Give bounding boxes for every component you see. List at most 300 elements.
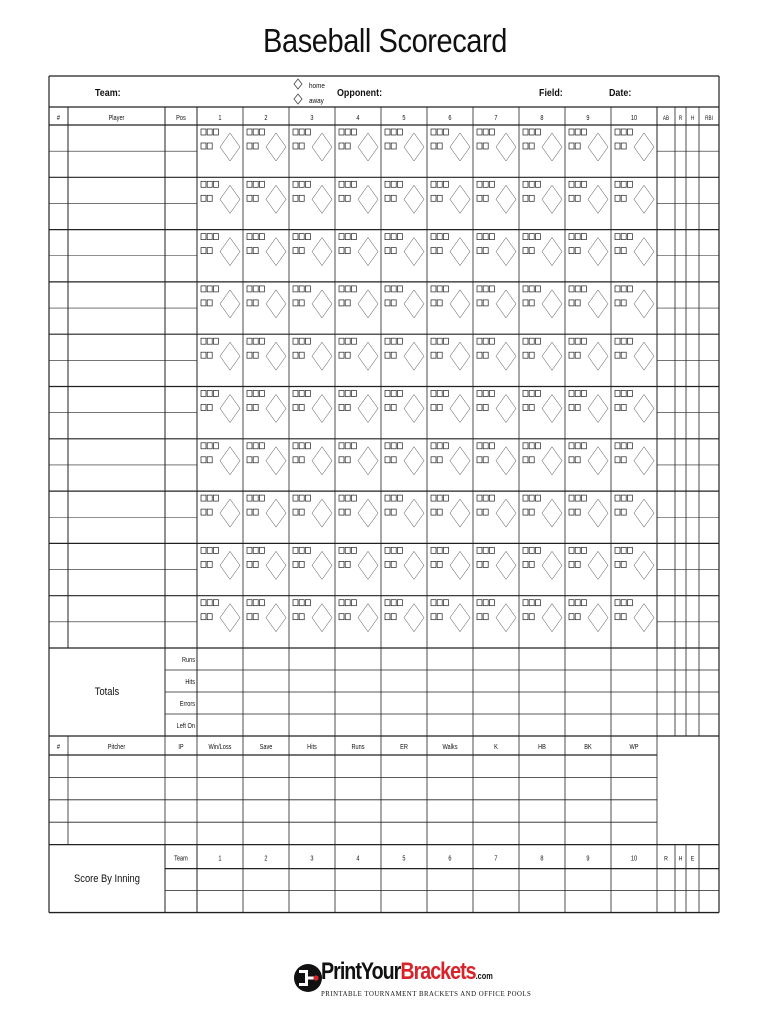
count-box <box>339 495 344 501</box>
count-box <box>339 234 344 240</box>
count-box <box>615 300 620 306</box>
count-box <box>339 352 344 358</box>
count-box <box>293 181 298 187</box>
count-box <box>627 234 632 240</box>
count-box <box>201 300 206 306</box>
base-diamond-icon <box>588 290 608 318</box>
count-box <box>345 195 350 201</box>
count-box <box>575 443 580 449</box>
count-box <box>621 338 626 344</box>
count-box <box>443 338 448 344</box>
count-box <box>207 181 212 187</box>
count-box <box>437 338 442 344</box>
logo-name-part2: Brackets <box>400 958 476 985</box>
base-diamond-icon <box>496 395 516 423</box>
base-diamond-icon <box>220 447 240 475</box>
home-diamond-icon <box>294 79 302 89</box>
count-box <box>621 443 626 449</box>
count-box <box>351 600 356 606</box>
count-box <box>207 234 212 240</box>
count-box <box>615 248 620 254</box>
base-diamond-icon <box>220 238 240 266</box>
count-box <box>529 129 534 135</box>
count-box <box>293 561 298 567</box>
date-label: Date: <box>609 87 632 100</box>
count-box <box>437 547 442 553</box>
count-box <box>437 143 442 149</box>
base-diamond-icon <box>634 290 654 318</box>
count-box <box>345 509 350 515</box>
count-box <box>523 547 528 553</box>
count-box <box>443 234 448 240</box>
count-box <box>305 547 310 553</box>
count-box <box>293 600 298 606</box>
count-box <box>201 129 206 135</box>
count-box <box>247 300 252 306</box>
count-box <box>477 443 482 449</box>
count-box <box>477 352 482 358</box>
count-box <box>437 248 442 254</box>
base-diamond-icon <box>496 447 516 475</box>
count-box <box>575 338 580 344</box>
count-box <box>247 143 252 149</box>
count-box <box>615 561 620 567</box>
count-box <box>569 443 574 449</box>
count-box <box>575 561 580 567</box>
count-box <box>575 600 580 606</box>
count-box <box>575 300 580 306</box>
count-box <box>385 234 390 240</box>
count-box <box>351 286 356 292</box>
count-box <box>345 286 350 292</box>
base-diamond-icon <box>496 290 516 318</box>
count-box <box>431 614 436 620</box>
count-box <box>351 234 356 240</box>
count-box <box>569 457 574 463</box>
count-box <box>569 509 574 515</box>
count-box <box>339 286 344 292</box>
score-inning-header-10: 10 <box>630 855 638 863</box>
pitching-col-er: ER <box>400 743 408 752</box>
count-box <box>207 405 212 411</box>
count-box <box>247 547 252 553</box>
printyourbrackets-logo <box>293 958 532 1004</box>
count-box <box>253 195 258 201</box>
count-box <box>259 286 264 292</box>
base-diamond-icon <box>496 342 516 370</box>
base-diamond-icon <box>266 447 286 475</box>
count-box <box>529 286 534 292</box>
count-box <box>437 561 442 567</box>
base-diamond-icon <box>358 290 378 318</box>
count-box <box>621 248 626 254</box>
base-diamond-icon <box>312 499 332 527</box>
number-header: # <box>56 114 61 123</box>
count-box <box>437 181 442 187</box>
count-box <box>615 338 620 344</box>
count-box <box>621 352 626 358</box>
count-box <box>385 509 390 515</box>
base-diamond-icon <box>450 499 470 527</box>
base-diamond-icon <box>450 551 470 579</box>
base-diamond-icon <box>542 342 562 370</box>
count-box <box>253 495 258 501</box>
count-box <box>293 286 298 292</box>
count-box <box>615 614 620 620</box>
count-box <box>489 443 494 449</box>
count-box <box>293 143 298 149</box>
inning-header-2: 2 <box>264 114 268 123</box>
count-box <box>431 143 436 149</box>
count-box <box>569 234 574 240</box>
count-box <box>385 181 390 187</box>
count-box <box>299 143 304 149</box>
count-box <box>385 352 390 358</box>
score-by-inning-label: Score By Inning <box>74 873 140 886</box>
count-box <box>535 391 540 397</box>
count-box <box>529 509 534 515</box>
base-diamond-icon <box>634 499 654 527</box>
count-box <box>437 443 442 449</box>
inning-header-9: 9 <box>586 114 590 123</box>
pitching-col-ip: IP <box>178 743 184 752</box>
base-diamond-icon <box>358 238 378 266</box>
count-box <box>299 443 304 449</box>
count-box <box>247 457 252 463</box>
count-box <box>385 457 390 463</box>
count-box <box>207 614 212 620</box>
count-box <box>529 391 534 397</box>
count-box <box>201 457 206 463</box>
count-box <box>345 443 350 449</box>
count-box <box>581 338 586 344</box>
base-diamond-icon <box>358 395 378 423</box>
base-diamond-icon <box>496 133 516 161</box>
count-box <box>523 338 528 344</box>
base-diamond-icon <box>220 185 240 213</box>
count-box <box>207 300 212 306</box>
base-diamond-icon <box>266 342 286 370</box>
count-box <box>483 561 488 567</box>
base-diamond-icon <box>450 447 470 475</box>
count-box <box>615 234 620 240</box>
count-box <box>253 547 258 553</box>
count-box <box>305 600 310 606</box>
count-box <box>299 300 304 306</box>
count-box <box>207 509 212 515</box>
base-diamond-icon <box>404 395 424 423</box>
base-diamond-icon <box>358 185 378 213</box>
inning-header-1: 1 <box>218 114 222 123</box>
base-diamond-icon <box>404 447 424 475</box>
count-box <box>385 443 390 449</box>
count-box <box>523 286 528 292</box>
count-box <box>575 286 580 292</box>
base-diamond-icon <box>266 499 286 527</box>
count-box <box>299 405 304 411</box>
count-box <box>391 129 396 135</box>
count-box <box>535 286 540 292</box>
count-box <box>431 600 436 606</box>
count-box <box>253 300 258 306</box>
count-box <box>207 547 212 553</box>
pitching-col-hb: HB <box>538 743 546 752</box>
base-diamond-icon <box>542 290 562 318</box>
page-title: Baseball Scorecard <box>263 22 507 59</box>
count-box <box>391 457 396 463</box>
count-box <box>523 181 528 187</box>
count-box <box>385 547 390 553</box>
count-box <box>575 509 580 515</box>
count-box <box>569 181 574 187</box>
count-box <box>345 457 350 463</box>
count-box <box>293 248 298 254</box>
count-box <box>575 405 580 411</box>
count-box <box>483 352 488 358</box>
base-diamond-icon <box>404 290 424 318</box>
base-diamond-icon <box>450 133 470 161</box>
count-box <box>431 509 436 515</box>
logo-suffix: .com <box>475 971 493 981</box>
count-box <box>477 248 482 254</box>
count-box <box>477 457 482 463</box>
count-box <box>431 338 436 344</box>
count-box <box>615 509 620 515</box>
count-box <box>247 509 252 515</box>
count-box <box>397 547 402 553</box>
count-box <box>477 300 482 306</box>
count-box <box>247 405 252 411</box>
score-header-e: E <box>690 856 695 863</box>
count-box <box>483 129 488 135</box>
count-box <box>431 405 436 411</box>
count-box <box>391 561 396 567</box>
count-box <box>345 300 350 306</box>
score-inning-header-3: 3 <box>310 855 314 863</box>
count-box <box>247 181 252 187</box>
count-box <box>207 561 212 567</box>
count-box <box>253 248 258 254</box>
count-box <box>615 352 620 358</box>
count-box <box>207 391 212 397</box>
count-box <box>437 457 442 463</box>
count-box <box>385 129 390 135</box>
count-box <box>569 129 574 135</box>
count-box <box>293 234 298 240</box>
inning-header-5: 5 <box>402 114 406 123</box>
score-inning-header-4: 4 <box>356 855 360 863</box>
count-box <box>345 600 350 606</box>
count-box <box>299 181 304 187</box>
count-box <box>247 352 252 358</box>
count-box <box>299 129 304 135</box>
logo-name-part1: PrintYour <box>321 958 401 985</box>
count-box <box>581 600 586 606</box>
count-box <box>299 286 304 292</box>
count-box <box>627 391 632 397</box>
count-box <box>581 181 586 187</box>
count-box <box>615 405 620 411</box>
count-box <box>207 495 212 501</box>
count-box <box>477 547 482 553</box>
count-box <box>345 391 350 397</box>
count-box <box>385 286 390 292</box>
base-diamond-icon <box>588 238 608 266</box>
count-box <box>621 495 626 501</box>
count-box <box>615 547 620 553</box>
base-diamond-icon <box>542 499 562 527</box>
count-box <box>351 181 356 187</box>
count-box <box>305 495 310 501</box>
count-box <box>431 300 436 306</box>
count-box <box>391 195 396 201</box>
count-box <box>489 286 494 292</box>
count-box <box>489 600 494 606</box>
count-box <box>391 614 396 620</box>
pitching-col-wp: WP <box>629 743 639 752</box>
totals-row-left-on: Left On <box>176 722 195 731</box>
totals-label: Totals <box>94 686 120 699</box>
count-box <box>621 405 626 411</box>
count-box <box>201 495 206 501</box>
count-box <box>581 495 586 501</box>
count-box <box>213 495 218 501</box>
base-diamond-icon <box>450 290 470 318</box>
score-header-h: H <box>678 856 683 863</box>
count-box <box>569 300 574 306</box>
count-box <box>575 143 580 149</box>
count-box <box>253 443 258 449</box>
inning-header-6: 6 <box>448 114 452 123</box>
count-box <box>489 547 494 553</box>
count-box <box>437 391 442 397</box>
count-box <box>621 300 626 306</box>
count-box <box>575 352 580 358</box>
count-box <box>569 338 574 344</box>
count-box <box>569 495 574 501</box>
count-box <box>627 547 632 553</box>
base-diamond-icon <box>220 604 240 632</box>
count-box <box>615 129 620 135</box>
base-diamond-icon <box>450 342 470 370</box>
count-box <box>293 614 298 620</box>
count-box <box>213 338 218 344</box>
count-box <box>529 561 534 567</box>
pos-header: Pos <box>176 114 186 123</box>
count-box <box>621 614 626 620</box>
count-box <box>339 300 344 306</box>
count-box <box>569 286 574 292</box>
count-box <box>253 181 258 187</box>
pitching-col-bk: BK <box>584 743 592 752</box>
count-box <box>305 129 310 135</box>
count-box <box>345 234 350 240</box>
count-box <box>293 509 298 515</box>
base-diamond-icon <box>312 238 332 266</box>
count-box <box>575 495 580 501</box>
count-box <box>385 338 390 344</box>
base-diamond-icon <box>312 447 332 475</box>
count-box <box>575 248 580 254</box>
field-label: Field: <box>539 87 563 100</box>
base-diamond-icon <box>312 342 332 370</box>
pitching-col-hits: Hits <box>307 743 317 752</box>
stat-header-h: H <box>690 115 695 123</box>
count-box <box>483 443 488 449</box>
count-box <box>529 248 534 254</box>
count-box <box>523 495 528 501</box>
count-box <box>247 561 252 567</box>
base-diamond-icon <box>266 290 286 318</box>
stat-header-r: R <box>678 115 683 123</box>
count-box <box>253 509 258 515</box>
count-box <box>431 457 436 463</box>
count-box <box>339 391 344 397</box>
count-box <box>443 391 448 397</box>
count-box <box>345 547 350 553</box>
count-box <box>535 234 540 240</box>
count-box <box>247 600 252 606</box>
count-box <box>391 405 396 411</box>
base-diamond-icon <box>588 551 608 579</box>
base-diamond-icon <box>358 499 378 527</box>
count-box <box>443 495 448 501</box>
count-box <box>385 195 390 201</box>
count-box <box>293 391 298 397</box>
count-box <box>259 391 264 397</box>
count-box <box>483 405 488 411</box>
count-box <box>213 443 218 449</box>
count-box <box>391 286 396 292</box>
base-diamond-icon <box>588 395 608 423</box>
count-box <box>201 509 206 515</box>
count-box <box>437 614 442 620</box>
count-box <box>385 614 390 620</box>
count-box <box>483 195 488 201</box>
base-diamond-icon <box>266 551 286 579</box>
logo-tagline: PRINTABLE TOURNAMENT BRACKETS AND OFFICE POOLS <box>321 991 532 998</box>
count-box <box>477 509 482 515</box>
count-box <box>201 561 206 567</box>
count-box <box>299 600 304 606</box>
count-box <box>483 338 488 344</box>
count-box <box>201 600 206 606</box>
count-box <box>443 547 448 553</box>
count-box <box>345 143 350 149</box>
count-box <box>391 338 396 344</box>
count-box <box>213 391 218 397</box>
count-box <box>523 300 528 306</box>
count-box <box>391 181 396 187</box>
count-box <box>339 547 344 553</box>
pitcher-number-header: # <box>56 743 61 752</box>
count-box <box>397 234 402 240</box>
base-diamond-icon <box>450 238 470 266</box>
count-box <box>529 338 534 344</box>
count-box <box>201 338 206 344</box>
count-box <box>523 195 528 201</box>
count-box <box>431 195 436 201</box>
count-box <box>391 495 396 501</box>
count-box <box>253 352 258 358</box>
count-box <box>443 129 448 135</box>
count-box <box>207 286 212 292</box>
home-label: home <box>309 82 325 91</box>
count-box <box>293 457 298 463</box>
base-diamond-icon <box>266 395 286 423</box>
totals-row-runs: Runs <box>181 656 195 665</box>
count-box <box>443 181 448 187</box>
